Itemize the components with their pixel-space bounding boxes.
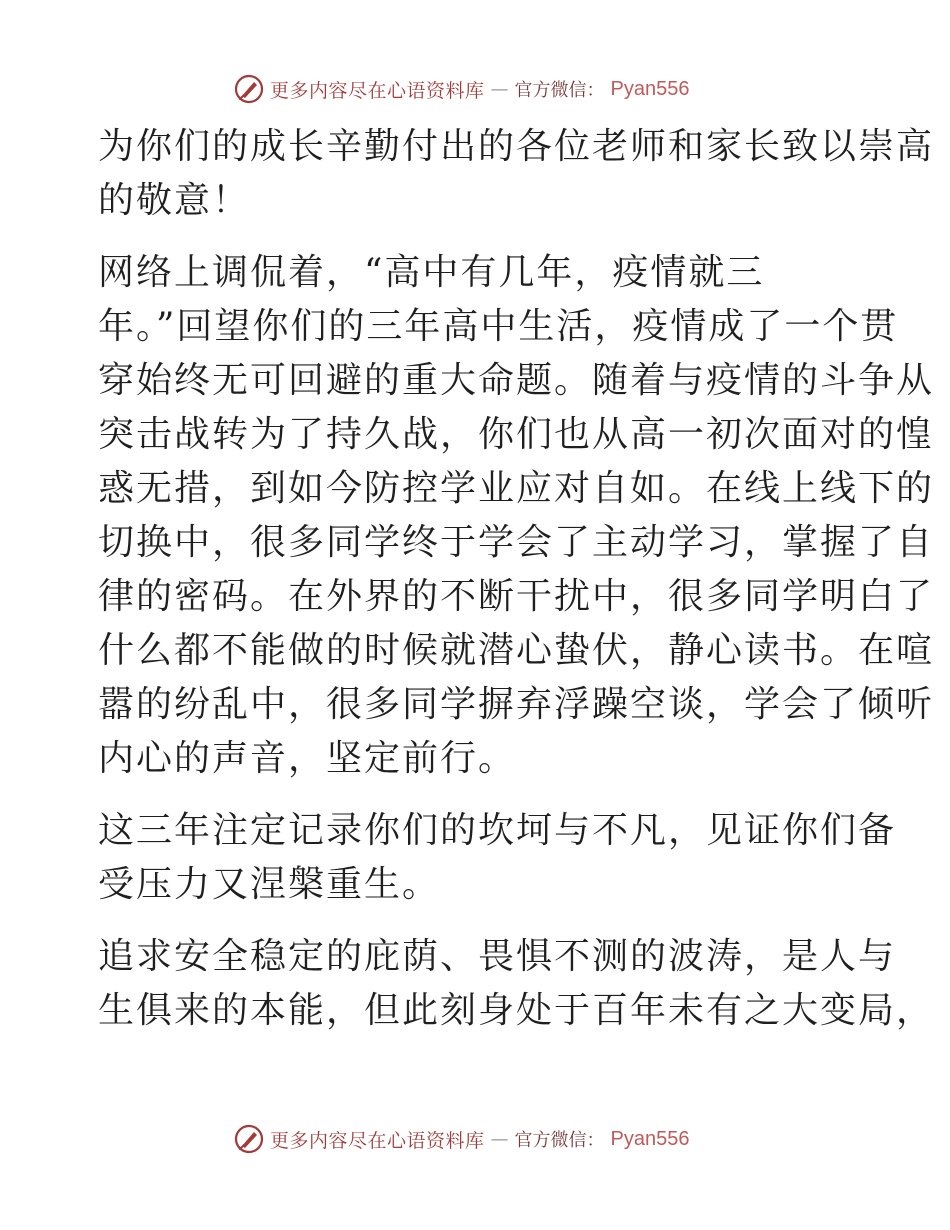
paragraph-2 — [98, 246, 935, 786]
text-line: 受压力又涅槃重生。 — [98, 864, 441, 905]
text-line: 这三年注定记录你们的坎坷与不凡，见证你们备 — [98, 810, 897, 851]
banner-promo-text: 更多内容尽在心语资料库 — [270, 1129, 485, 1152]
text-line: 嚣的纷乱中，很多同学摒弃浮躁空谈，学会了倾听 — [98, 684, 935, 725]
footer-watermark-banner — [234, 1122, 689, 1156]
text-line: 内心的声音，坚定前行。 — [98, 738, 517, 779]
text-line: 什么都不能做的时候就潜心蛰伏，静心读书。在喧 — [98, 630, 935, 671]
text-line: 律的密码。在外界的不断干扰中，很多同学明白了 — [98, 576, 935, 617]
document-body — [98, 120, 935, 1038]
banner-wechat-id: Pyan556 — [610, 77, 690, 100]
text-line: 的敬意！ — [98, 180, 251, 221]
header-watermark-banner — [234, 72, 689, 106]
text-line: 突击战转为了持久战，你们也从高一初次面对的惶 — [98, 414, 935, 455]
text-line: 穿始终无可回避的重大命题。随着与疫情的斗争从 — [98, 360, 935, 401]
quill-logo-icon — [234, 1124, 264, 1154]
text-line: 年。”回望你们的三年高中生活，疫情成了一个贯 — [98, 306, 899, 347]
banner-separator: — — [490, 78, 509, 100]
banner-separator: — — [490, 1128, 509, 1150]
banner-wechat-id: Pyan556 — [610, 1127, 690, 1150]
text-line: 切换中，很多同学终于学会了主动学习，掌握了自 — [98, 522, 935, 563]
text-line: 追求安全稳定的庇荫、畏惧不测的波涛，是人与 — [98, 936, 897, 977]
paragraph-1 — [98, 120, 935, 228]
banner-wechat-label: 官方微信： — [514, 80, 605, 101]
text-line: 为你们的成长辛勤付出的各位老师和家长致以崇高 — [98, 126, 935, 167]
paragraph-3 — [98, 804, 897, 912]
paragraph-4 — [98, 930, 935, 1038]
text-line: 网络上调侃着，“高中有几年，疫情就三 — [98, 252, 765, 293]
banner-promo-text: 更多内容尽在心语资料库 — [270, 79, 485, 102]
text-line: 生俱来的本能，但此刻身处于百年未有之大变局， — [98, 990, 935, 1031]
text-line: 惑无措，到如今防控学业应对自如。在线上线下的 — [98, 468, 935, 509]
quill-logo-icon — [234, 74, 264, 104]
banner-wechat-label: 官方微信： — [514, 1130, 605, 1151]
